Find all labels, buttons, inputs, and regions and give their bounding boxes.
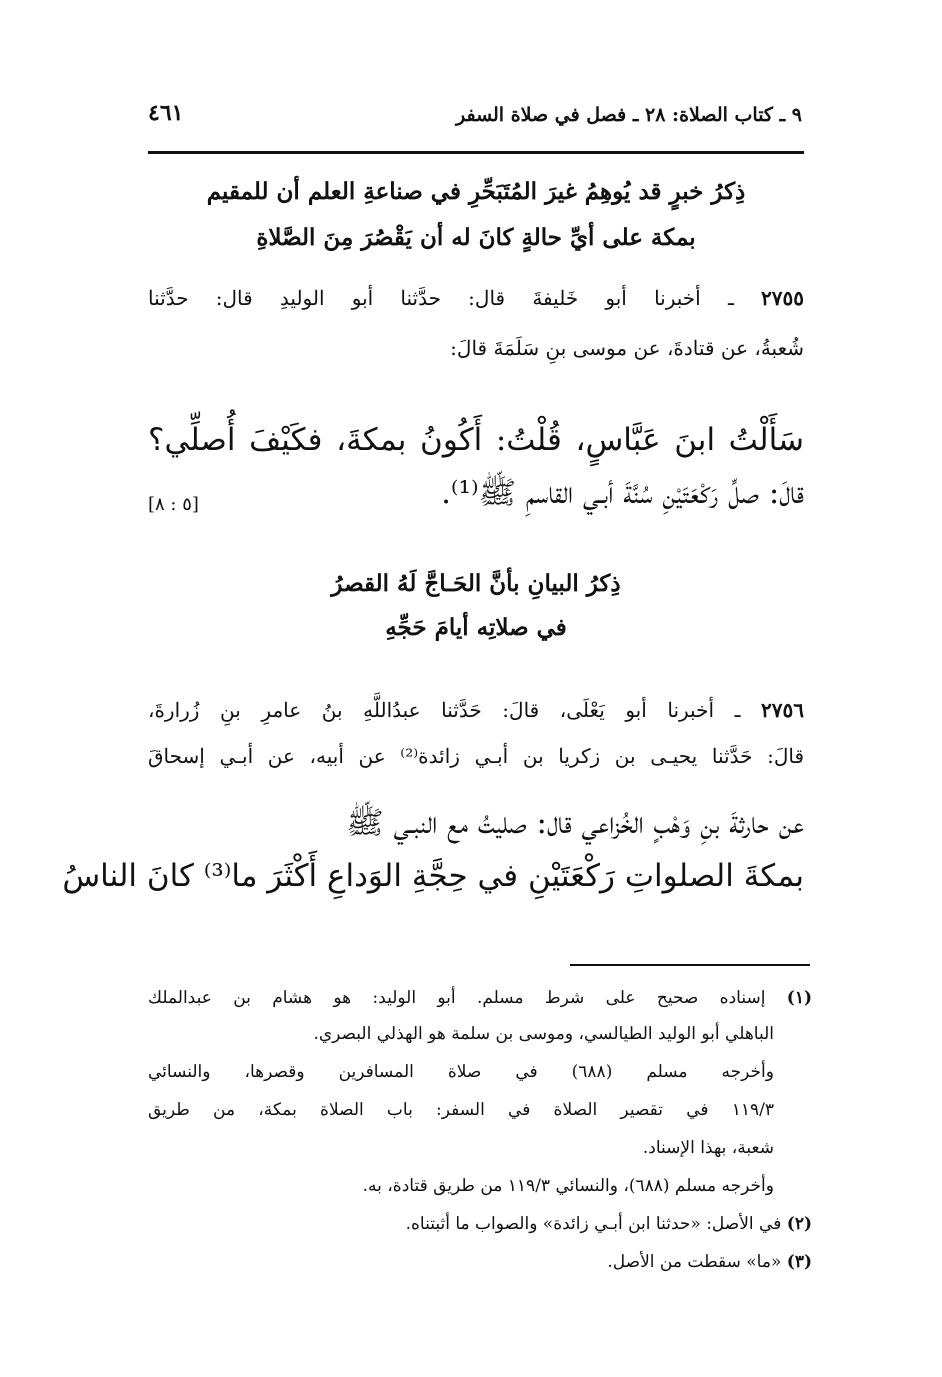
- hadith-2755-matn-line-1: سَأَلْتُ ابنَ عَبَّاسٍ، قُلْتُ: أَكُونُ بمكةَ، فكَيْفَ أُصلِّي؟: [148, 422, 804, 458]
- footnote-1-line-2: الباهلي أبو الوليد الطيالسي، وموسى بن سلمة هو الهذلي البصري.: [313, 1024, 774, 1044]
- chapter-heading-line-2: بمكة على أيِّ حالةٍ كانَ له أن يَقْصُرَ مِنَ الصَّلاةِ: [256, 224, 696, 251]
- footnote-1-line-6: وأخرجه مسلم (٦٨٨)، والنسائي ١١٩/٣ من طريق قتادة، به.: [362, 1176, 774, 1196]
- footnote-text: إسناده صحيح على شرط مسلم. أبو الوليد: هو هشام بن عبدالملك: [148, 988, 766, 1008]
- hadith-2756-matn-line-1: عن حارثةَ بنِ وَهْبٍ الخُزاعي قال: صليتُ مع النبـي ﷺ: [346, 805, 804, 841]
- chapter-heading-line-1: ذِكرُ خبرٍ قد يُوهِمُ غيرَ المُتَبَحِّرِ في صناعةِ العلم أن للمقيم: [206, 178, 746, 205]
- footnote-2: [406, 1214, 812, 1234]
- footnote-text: في الأصل: «حدثنا ابن أبـي زائدة» والصواب ما أثبتناه.: [405, 1214, 782, 1234]
- hadith-2756-matn-line-2: بمكةَ الصلواتِ رَكْعَتَيْنِ في حِجَّةِ الوَداعِ أَكْثَرَ ما⁽³⁾ كانَ الناسُ: [62, 858, 804, 894]
- hadith-2756-isnad-line-2: قالَ: حَدَّثنا يحيـى بن زكريا بن أبـي زائدة⁽²⁾ عن أبيه، عن أبـي إسحاقَ: [148, 744, 805, 768]
- hadith-2755-isnad-line-1: [148, 286, 804, 310]
- footnote-marker: (١): [786, 988, 812, 1008]
- hadith-2756-isnad-line-1: [148, 698, 804, 722]
- footnote-3: [607, 1252, 812, 1272]
- hadith-2755-isnad-line-2: شُعبةُ، عن قتادةَ، عن موسى بنِ سَلَمَةَ قالَ:: [450, 336, 804, 360]
- chapter-heading-2-line-2: في صلاتِه أيامَ حَجِّهِ: [385, 614, 567, 641]
- header-divider: [148, 151, 804, 154]
- page-number: ٤٦١: [148, 100, 184, 126]
- chapter-heading-2-line-1: ذِكرُ البيانِ بأنَّ الحَـاجَّ لَهُ القصرُ: [331, 570, 621, 597]
- running-header: ٩ ـ كتاب الصلاة: ٢٨ ـ فصل في صلاة السفر: [455, 104, 802, 126]
- footnote-marker: (٣): [786, 1252, 812, 1272]
- footnote-divider: [570, 964, 810, 966]
- footnote-text: «ما» سقطت من الأصل.: [607, 1252, 782, 1272]
- footnote-marker: (٢): [786, 1214, 812, 1234]
- footnote-1-line-5: شعبة، بهذا الإسناد.: [642, 1138, 774, 1158]
- isnad-text: ـ أخبرنا أبو خَليفةَ قال: حدَّثنا أبو الوليدِ قال: حدَّثنا: [148, 286, 734, 310]
- footnote-1-line-1: [148, 988, 812, 1008]
- isnad-text: ـ أخبرنا أبو يَعْلَى، قالَ: حَدَّثنا عبدُاللَّهِ بنُ عامرِ بنِ زُرارةَ،: [148, 698, 741, 722]
- volume-reference: [٥ : ٨]: [148, 494, 199, 515]
- hadith-number: ٢٧٥٥: [761, 286, 804, 310]
- hadith-2755-matn-line-2: قالَ: صلِّ رَكْعَتَيْنِ سُنَّةَ أبـي القاسمِ ﷺ⁽¹⁾.: [441, 475, 804, 511]
- footnote-1-line-4: ١١٩/٣ في تقصير الصلاة في السفر: باب الصلاة بمكة، من طريق: [148, 1100, 774, 1120]
- footnote-1-line-3: وأخرجه مسلم (٦٨٨) في صلاة المسافرين وقصرها، والنسائي: [148, 1062, 774, 1082]
- hadith-number: ٢٧٥٦: [761, 698, 804, 722]
